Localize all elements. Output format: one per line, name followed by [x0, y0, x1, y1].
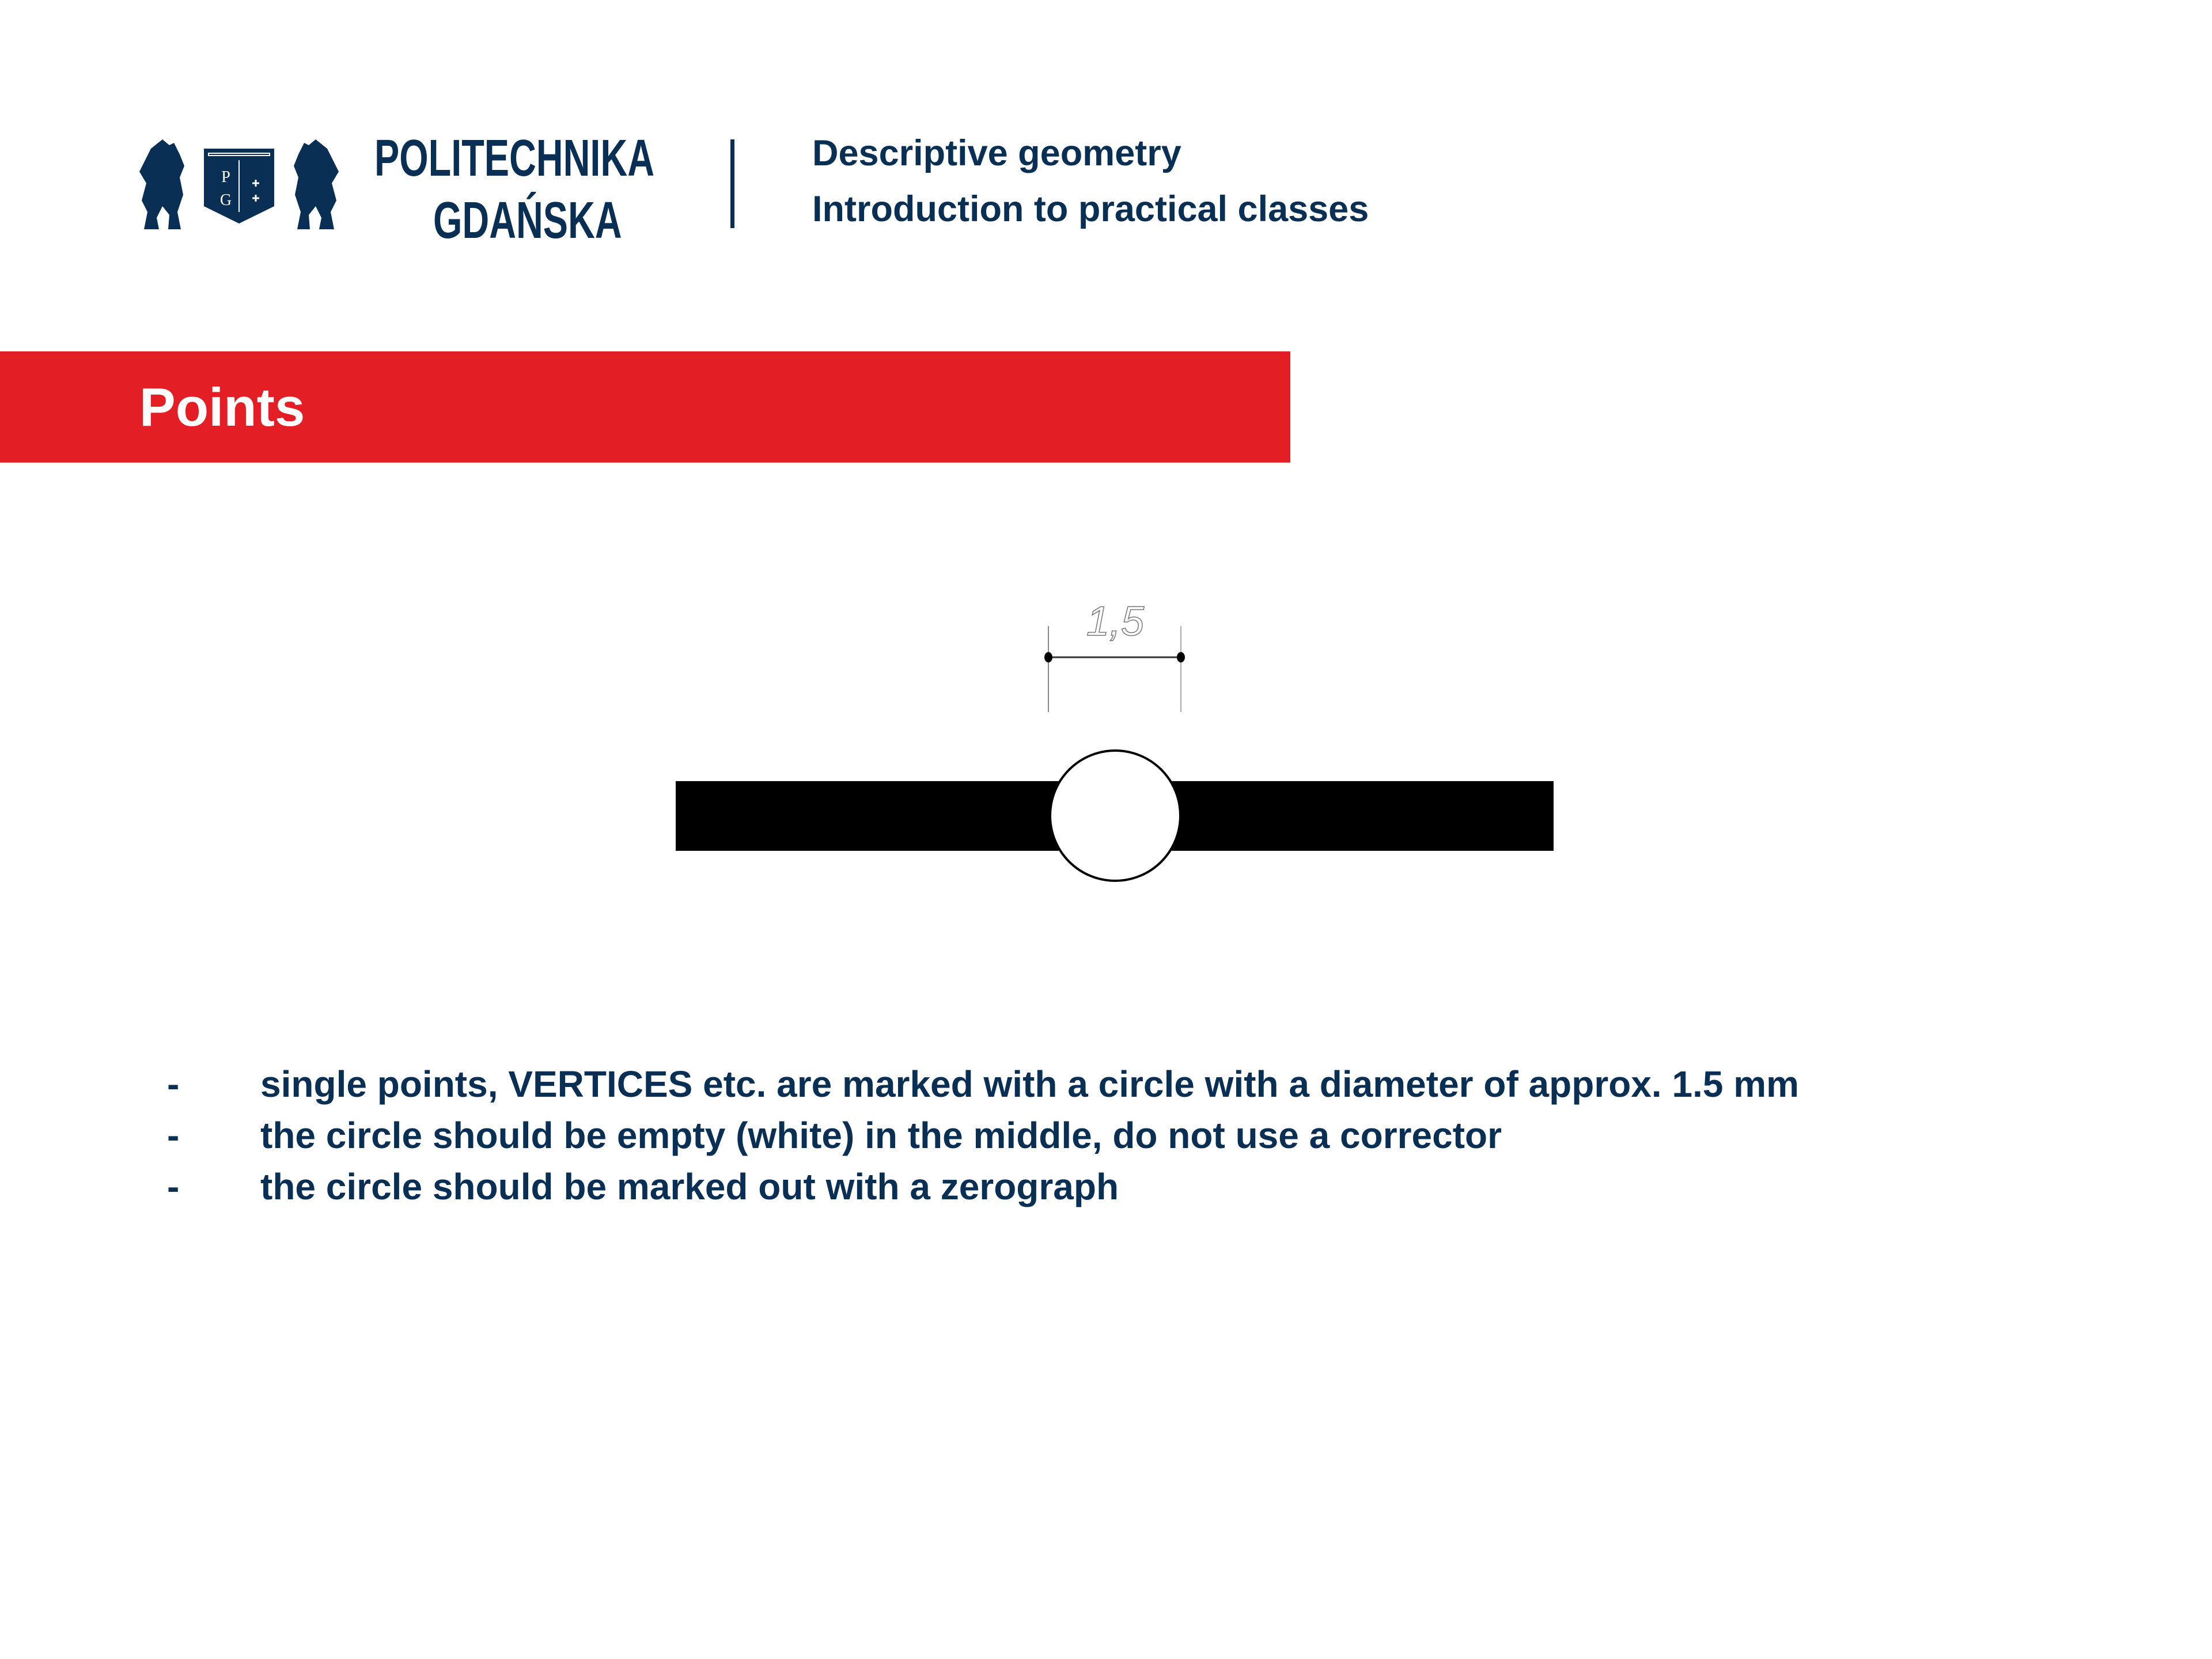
logo-letter-p: P [221, 168, 230, 186]
university-name-line2: GDAŃSKA [433, 192, 622, 249]
dimension-label: 1,5 [1086, 599, 1145, 645]
section-title: Points [139, 377, 305, 437]
course-subtitle: Introduction to practical classes [812, 189, 1369, 229]
bullet-marker: - [167, 1063, 180, 1105]
university-name-line1: POLITECHNIKA [374, 130, 654, 187]
dimension-tick-right [1177, 652, 1185, 662]
bullet-marker: - [167, 1166, 180, 1207]
bullet-text: single points, VERTICES etc. are marked with a circle with a diameter of approx. 1.5 mm [260, 1063, 1800, 1105]
point-circle [1050, 751, 1180, 881]
bullet-text: the circle should be marked out with a zerograph [260, 1166, 1119, 1207]
course-title: Descriptive geometry [812, 133, 1181, 173]
dimension-tick-left [1044, 652, 1052, 662]
bullet-marker: - [167, 1115, 180, 1156]
logo-letter-g: G [219, 191, 232, 209]
bullet-text: the circle should be empty (white) in the middle, do not use a corrector [260, 1115, 1502, 1156]
